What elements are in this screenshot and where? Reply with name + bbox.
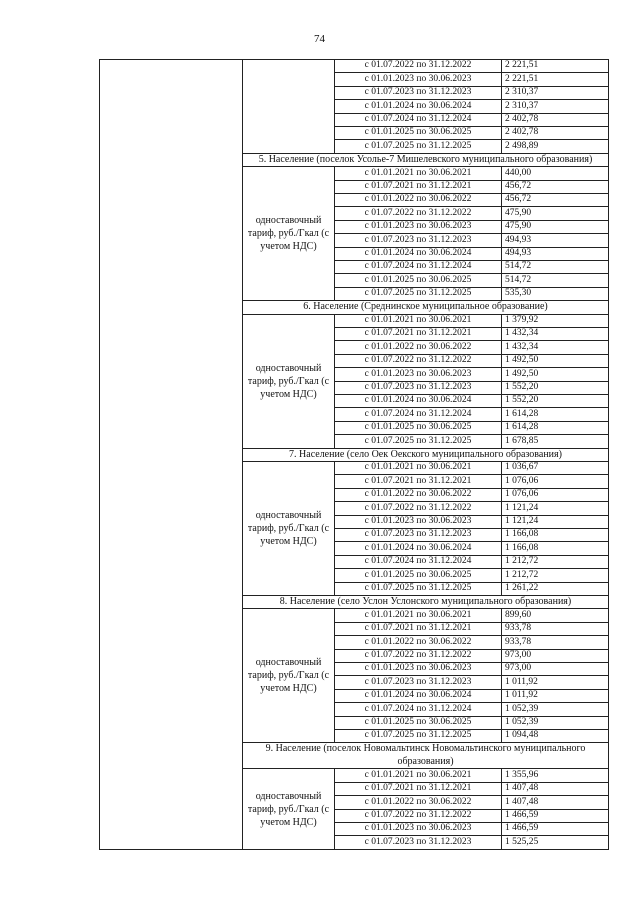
- period-cell: с 01.07.2022 по 31.12.2022: [335, 60, 502, 73]
- period-cell: с 01.01.2021 по 30.06.2021: [335, 314, 502, 327]
- value-cell: 494,93: [502, 247, 609, 260]
- value-cell: 514,72: [502, 260, 609, 273]
- period-cell: с 01.07.2021 по 31.12.2021: [335, 475, 502, 488]
- value-cell: 1 094,48: [502, 729, 609, 742]
- value-cell: 1 614,28: [502, 408, 609, 421]
- tariff-table: [99, 59, 609, 850]
- value-cell: 494,93: [502, 234, 609, 247]
- value-cell: 933,78: [502, 622, 609, 635]
- section-title: 6. Население (Среднинское муниципальное образование): [243, 301, 609, 315]
- period-cell: с 01.01.2022 по 30.06.2022: [335, 636, 502, 649]
- value-cell: 1 121,24: [502, 515, 609, 528]
- value-cell: 899,60: [502, 609, 609, 622]
- tariff-type-cell-continued: [243, 60, 335, 154]
- value-cell: 2 310,37: [502, 86, 609, 99]
- value-cell: 1 212,72: [502, 569, 609, 582]
- value-cell: 1 052,39: [502, 703, 609, 716]
- value-cell: 2 402,78: [502, 113, 609, 126]
- section-title: 7. Население (село Оек Оекского муниципального образования): [243, 448, 609, 462]
- period-cell: с 01.01.2022 по 30.06.2022: [335, 341, 502, 354]
- period-cell: с 01.01.2023 по 30.06.2023: [335, 368, 502, 381]
- period-cell: с 01.07.2025 по 31.12.2025: [335, 435, 502, 448]
- section-title: 9. Население (поселок Новомальтинск Новомальтинского муниципального образования): [243, 743, 609, 769]
- period-cell: с 01.01.2022 по 30.06.2022: [335, 796, 502, 809]
- section-title: 5. Население (поселок Усолье-7 Мишелевского муниципального образования): [243, 153, 609, 167]
- period-cell: с 01.01.2025 по 30.06.2025: [335, 716, 502, 729]
- tariff-type-cell: одноставочный тариф, руб./Гкал (с учетом НДС): [243, 609, 335, 743]
- value-cell: 2 402,78: [502, 126, 609, 139]
- period-cell: с 01.01.2024 по 30.06.2024: [335, 100, 502, 113]
- period-cell: с 01.07.2023 по 31.12.2023: [335, 676, 502, 689]
- period-cell: с 01.01.2022 по 30.06.2022: [335, 488, 502, 501]
- period-cell: с 01.07.2024 по 31.12.2024: [335, 703, 502, 716]
- period-cell: с 01.01.2025 по 30.06.2025: [335, 569, 502, 582]
- period-cell: с 01.01.2024 по 30.06.2024: [335, 689, 502, 702]
- period-cell: с 01.01.2025 по 30.06.2025: [335, 421, 502, 434]
- value-cell: 2 498,89: [502, 140, 609, 153]
- period-cell: с 01.01.2024 по 30.06.2024: [335, 542, 502, 555]
- value-cell: 973,00: [502, 649, 609, 662]
- value-cell: 535,30: [502, 287, 609, 300]
- period-cell: с 01.01.2023 по 30.06.2023: [335, 220, 502, 233]
- period-cell: с 01.07.2024 по 31.12.2024: [335, 260, 502, 273]
- value-cell: 1 614,28: [502, 421, 609, 434]
- period-cell: с 01.07.2023 по 31.12.2023: [335, 529, 502, 542]
- value-cell: 456,72: [502, 194, 609, 207]
- consumer-group-column: [100, 60, 243, 850]
- value-cell: 1 552,20: [502, 394, 609, 407]
- value-cell: 475,90: [502, 220, 609, 233]
- period-cell: с 01.07.2025 по 31.12.2025: [335, 287, 502, 300]
- value-cell: 1 076,06: [502, 488, 609, 501]
- value-cell: 2 221,51: [502, 60, 609, 73]
- value-cell: 1 261,22: [502, 582, 609, 595]
- period-cell: с 01.01.2024 по 30.06.2024: [335, 394, 502, 407]
- value-cell: 1 407,48: [502, 796, 609, 809]
- value-cell: 1 121,24: [502, 502, 609, 515]
- value-cell: 1 466,59: [502, 809, 609, 822]
- period-cell: с 01.07.2024 по 31.12.2024: [335, 113, 502, 126]
- value-cell: 1 011,92: [502, 689, 609, 702]
- period-cell: с 01.07.2025 по 31.12.2025: [335, 140, 502, 153]
- value-cell: 514,72: [502, 274, 609, 287]
- value-cell: 1 052,39: [502, 716, 609, 729]
- period-cell: с 01.07.2022 по 31.12.2022: [335, 354, 502, 367]
- value-cell: 1 212,72: [502, 555, 609, 568]
- period-cell: с 01.07.2022 по 31.12.2022: [335, 502, 502, 515]
- value-cell: 1 525,25: [502, 836, 609, 849]
- period-cell: с 01.07.2025 по 31.12.2025: [335, 729, 502, 742]
- period-cell: с 01.07.2023 по 31.12.2023: [335, 836, 502, 849]
- value-cell: 2 310,37: [502, 100, 609, 113]
- value-cell: 973,00: [502, 663, 609, 676]
- value-cell: 933,78: [502, 636, 609, 649]
- period-cell: с 01.01.2025 по 30.06.2025: [335, 126, 502, 139]
- period-cell: с 01.07.2023 по 31.12.2023: [335, 381, 502, 394]
- tariff-type-cell: одноставочный тариф, руб./Гкал (с учетом НДС): [243, 769, 335, 849]
- period-cell: с 01.01.2025 по 30.06.2025: [335, 274, 502, 287]
- value-cell: 475,90: [502, 207, 609, 220]
- value-cell: 1 492,50: [502, 354, 609, 367]
- value-cell: 1 678,85: [502, 435, 609, 448]
- table-row: [100, 60, 609, 73]
- period-cell: с 01.07.2024 по 31.12.2024: [335, 555, 502, 568]
- period-cell: с 01.01.2023 по 30.06.2023: [335, 663, 502, 676]
- tariff-table-body: [100, 60, 609, 850]
- period-cell: с 01.07.2022 по 31.12.2022: [335, 649, 502, 662]
- period-cell: с 01.07.2025 по 31.12.2025: [335, 582, 502, 595]
- value-cell: 1 407,48: [502, 782, 609, 795]
- period-cell: с 01.07.2023 по 31.12.2023: [335, 86, 502, 99]
- value-cell: 1 552,20: [502, 381, 609, 394]
- value-cell: 440,00: [502, 167, 609, 180]
- value-cell: 1 492,50: [502, 368, 609, 381]
- period-cell: с 01.01.2021 по 30.06.2021: [335, 609, 502, 622]
- period-cell: с 01.01.2021 по 30.06.2021: [335, 167, 502, 180]
- value-cell: 1 036,67: [502, 462, 609, 475]
- tariff-type-cell: одноставочный тариф, руб./Гкал (с учетом НДС): [243, 167, 335, 301]
- value-cell: 1 379,92: [502, 314, 609, 327]
- period-cell: с 01.01.2024 по 30.06.2024: [335, 247, 502, 260]
- value-cell: 1 166,08: [502, 542, 609, 555]
- value-cell: 1 466,59: [502, 822, 609, 835]
- period-cell: с 01.07.2021 по 31.12.2021: [335, 180, 502, 193]
- period-cell: с 01.07.2022 по 31.12.2022: [335, 207, 502, 220]
- period-cell: с 01.01.2023 по 30.06.2023: [335, 515, 502, 528]
- period-cell: с 01.07.2022 по 31.12.2022: [335, 809, 502, 822]
- period-cell: с 01.07.2021 по 31.12.2021: [335, 328, 502, 341]
- section-title: 8. Население (село Услон Услонского муниципального образования): [243, 595, 609, 609]
- value-cell: 2 221,51: [502, 73, 609, 86]
- period-cell: с 01.07.2021 по 31.12.2021: [335, 782, 502, 795]
- tariff-type-cell: одноставочный тариф, руб./Гкал (с учетом НДС): [243, 462, 335, 596]
- period-cell: с 01.01.2021 по 30.06.2021: [335, 769, 502, 782]
- period-cell: с 01.07.2021 по 31.12.2021: [335, 622, 502, 635]
- value-cell: 1 432,34: [502, 328, 609, 341]
- value-cell: 456,72: [502, 180, 609, 193]
- period-cell: с 01.01.2022 по 30.06.2022: [335, 194, 502, 207]
- value-cell: 1 076,06: [502, 475, 609, 488]
- period-cell: с 01.01.2023 по 30.06.2023: [335, 73, 502, 86]
- value-cell: 1 166,08: [502, 529, 609, 542]
- page-number: 74: [314, 33, 325, 45]
- value-cell: 1 432,34: [502, 341, 609, 354]
- period-cell: с 01.01.2023 по 30.06.2023: [335, 822, 502, 835]
- value-cell: 1 355,96: [502, 769, 609, 782]
- value-cell: 1 011,92: [502, 676, 609, 689]
- period-cell: с 01.01.2021 по 30.06.2021: [335, 462, 502, 475]
- tariff-type-cell: одноставочный тариф, руб./Гкал (с учетом НДС): [243, 314, 335, 448]
- period-cell: с 01.07.2023 по 31.12.2023: [335, 234, 502, 247]
- period-cell: с 01.07.2024 по 31.12.2024: [335, 408, 502, 421]
